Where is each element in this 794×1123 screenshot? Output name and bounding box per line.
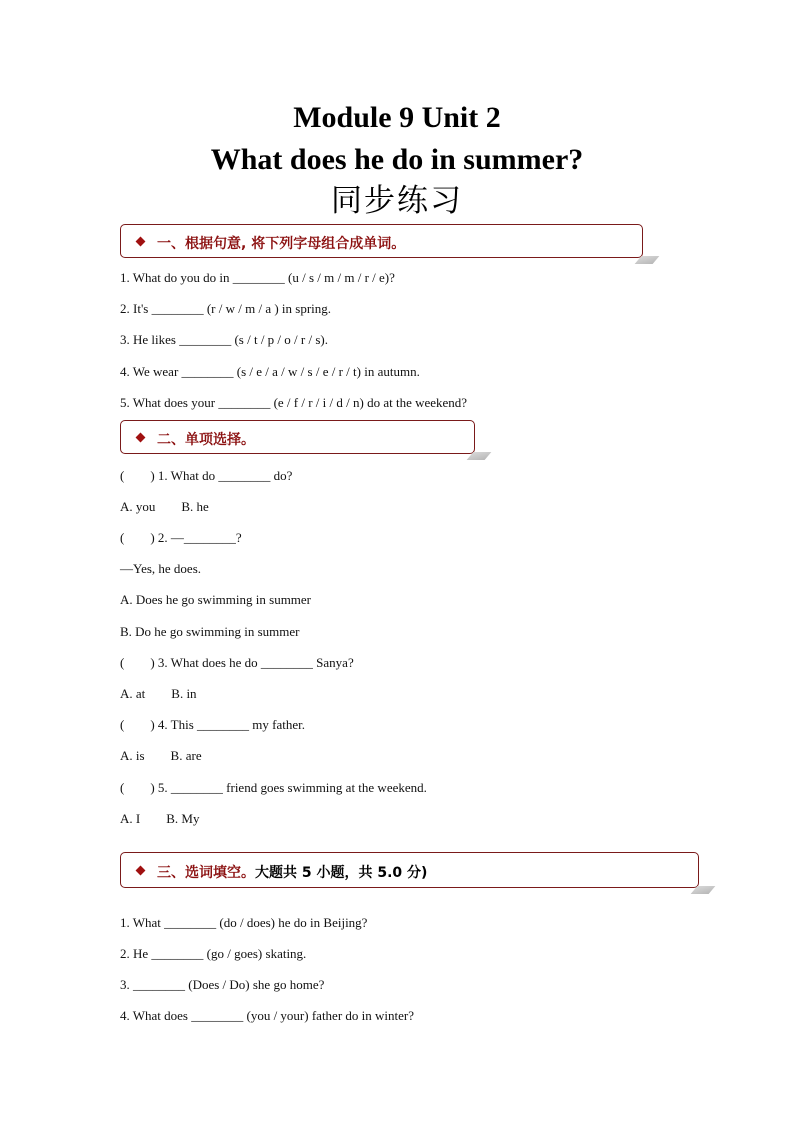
section-2-line-5: A. Does he go swimming in summer [120, 592, 312, 607]
section-1-title: 一、根据句意, 将下列字母组合成单词。 [157, 236, 406, 252]
section-2-title: 二、单项选择。 [157, 432, 255, 448]
module-title: Module 9 Unit 2 [293, 101, 501, 134]
section-1-item-2: 2. It's ________ (r / w / m / a ) in spring. [120, 301, 332, 316]
section-1-item-3: 3. He likes ________ (s / t / p / o / r / s). [120, 332, 328, 347]
worksheet-subtitle: 同步练习 [331, 183, 463, 219]
section-2-line-8: A. at B. in [120, 686, 197, 701]
section-3-subtitle: 大题共 5 小题，共 5.0 分) [255, 865, 428, 881]
section-2-line-7: ( ) 3. What does he do ________ Sanya? [120, 655, 354, 670]
lesson-question-title: What does he do in summer? [210, 143, 584, 176]
section-3-item-2: 2. He ________ (go / goes) skating. [120, 946, 307, 961]
section-2-line-1: ( ) 1. What do ________ do? [120, 468, 293, 483]
section-2-line-3: ( ) 2. —________? [120, 530, 242, 545]
section-1-header [120, 224, 643, 258]
section-1-item-5: 5. What does your ________ (e / f / r / i / d / n) do at the weekend? [120, 395, 468, 410]
section-2-line-4: —Yes, he does. [120, 561, 202, 576]
diamond-bullet-icon [136, 237, 146, 247]
diamond-bullet-icon [136, 866, 146, 876]
diamond-bullet-icon [136, 433, 146, 443]
section-2-line-6: B. Do he go swimming in summer [120, 624, 300, 639]
section-2-line-12: A. I B. My [120, 811, 200, 826]
section-1-item-4: 4. We wear ________ (s / e / a / w / s / e / r / t) in autumn. [120, 364, 420, 379]
section-3-header [120, 852, 699, 888]
section-2-line-2: A. you B. he [120, 499, 209, 514]
section-2-header [120, 420, 475, 454]
section-3-item-4: 4. What does ________ (you / your) father do in winter? [120, 1008, 414, 1023]
section-3-item-1: 1. What ________ (do / does) he do in Beijing? [120, 915, 368, 930]
section-3-title: 三、选词填空。 [157, 865, 255, 881]
section-3-item-3: 3. ________ (Does / Do) she go home? [120, 977, 325, 992]
section-2-line-10: A. is B. are [120, 748, 202, 763]
section-2-line-11: ( ) 5. ________ friend goes swimming at the weekend. [120, 780, 427, 795]
section-1-item-1: 1. What do you do in ________ (u / s / m / m / r / e)? [120, 270, 395, 285]
section-3-title-wrap [157, 862, 427, 882]
section-2-line-9: ( ) 4. This ________ my father. [120, 717, 305, 732]
